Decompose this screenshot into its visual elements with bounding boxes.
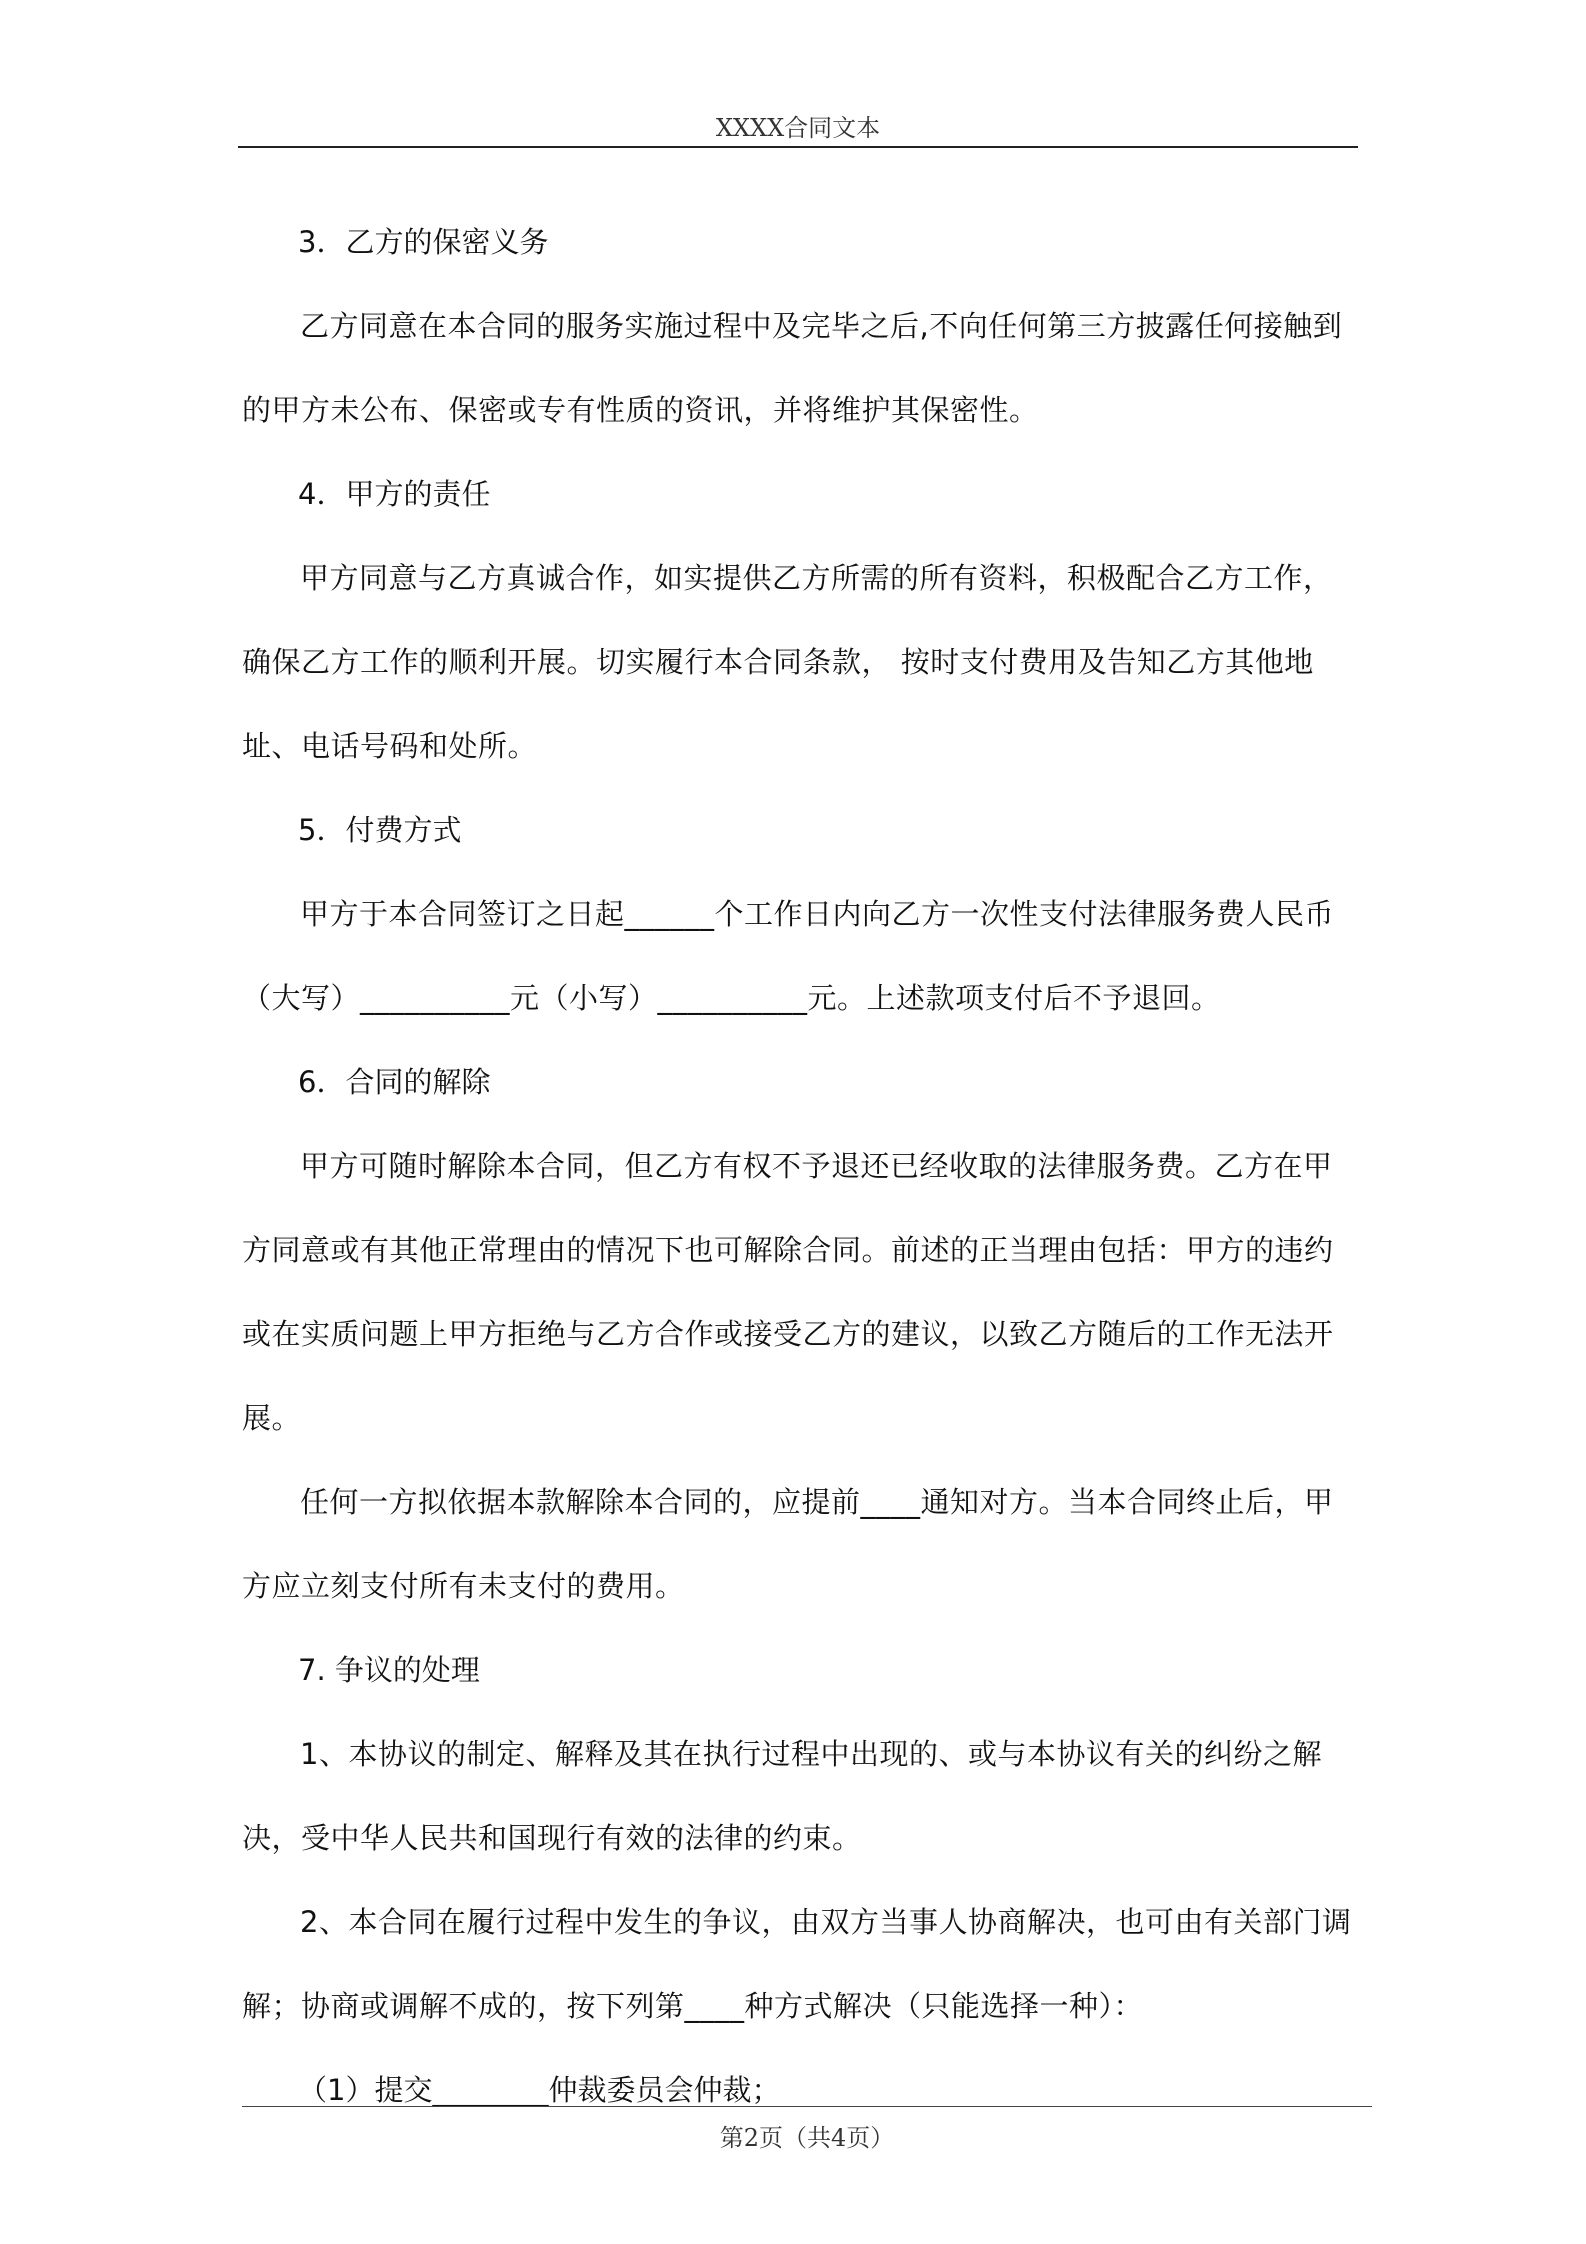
section-heading: （1）提交________仲裁委员会仲裁；	[298, 2073, 781, 2107]
paragraph: 甲方同意与乙方真诚合作，如实提供乙方所需的所有资料，积极配合乙方工作，确保乙方工作的顺利开展。切实履行本合同条款， 按时支付费用及告知乙方其他地址、电话号码和处所。	[242, 561, 1333, 763]
paragraph: 任何一方拟依据本款解除本合同的，应提前____通知对方。当本合同终止后，甲方应立刻支付所有未支付的费用。	[242, 1485, 1334, 1603]
page-header: XXXX合同文本	[715, 114, 881, 142]
page-footer: 第2页（共4页）	[719, 2124, 895, 2152]
header-rule	[238, 146, 1358, 148]
document-body	[242, 200, 1352, 2132]
section-heading: 5．付费方式	[298, 813, 462, 847]
paragraph: 1、本协议的制定、解释及其在执行过程中出现的、或与本协议有关的纠纷之解决，受中华人民共和国现行有效的法律的约束。	[242, 1737, 1322, 1855]
footer-rule	[242, 2106, 1372, 2107]
section-heading: 7. 争议的处理	[298, 1653, 480, 1687]
paragraph: 乙方同意在本合同的服务实施过程中及完毕之后,不向任何第三方披露任何接触到的甲方未公布、保密或专有性质的资讯，并将维护其保密性。	[242, 309, 1343, 427]
section-heading: 4．甲方的责任	[298, 477, 491, 511]
paragraph: 2、本合同在履行过程中发生的争议，由双方当事人协商解决，也可由有关部门调解；协商或调解不成的，按下列第____种方式解决（只能选择一种）：	[242, 1905, 1352, 2023]
paragraph: 甲方可随时解除本合同，但乙方有权不予退还已经收取的法律服务费。乙方在甲方同意或有其他正常理由的情况下也可解除合同。前述的正当理由包括：甲方的违约或在实质问题上甲方拒绝与乙方合作或接受乙方的建议，以致乙方随后的工作无法开展。	[242, 1149, 1334, 1435]
section-heading: 6．合同的解除	[298, 1065, 491, 1099]
section-heading: 3．乙方的保密义务	[298, 225, 549, 259]
paragraph: 甲方于本合同签订之日起______个工作日内向乙方一次性支付法律服务费人民币（大写）__________元（小写）__________元。上述款项支付后不予退回。	[242, 897, 1335, 1015]
